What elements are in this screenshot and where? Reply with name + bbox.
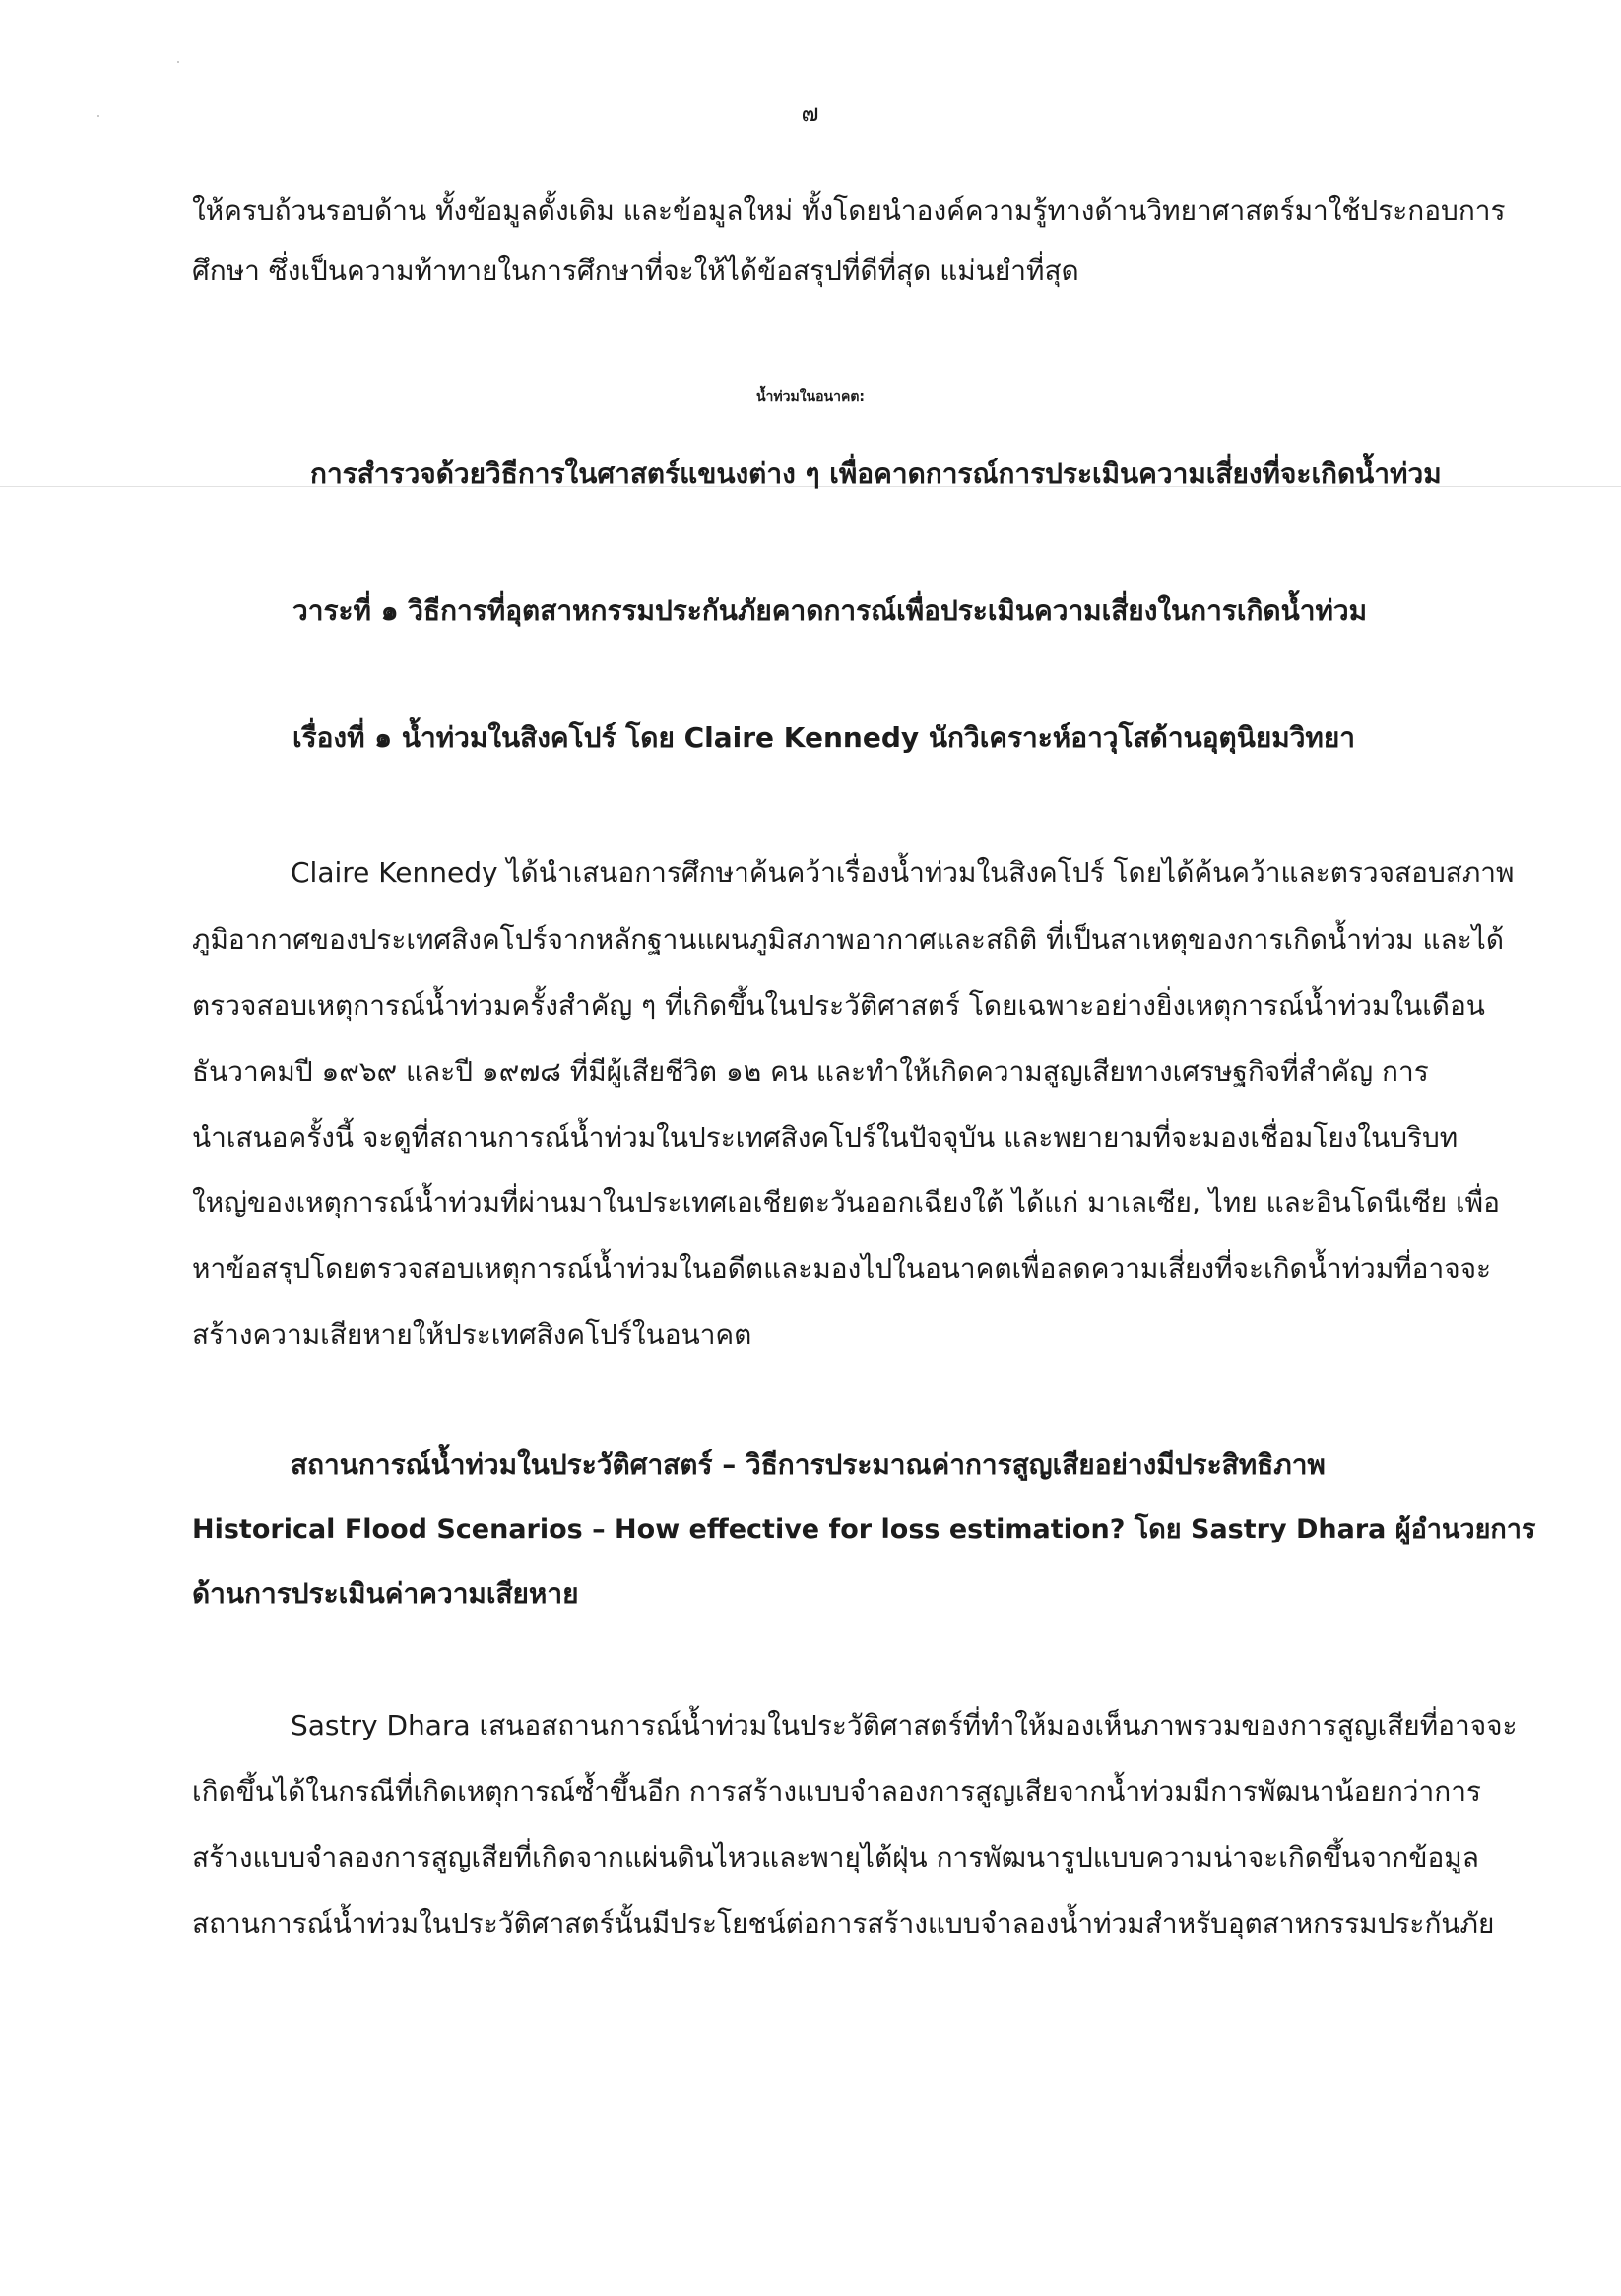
paragraph-line: ศึกษา ซึ่งเป็นความท้าทายในการศึกษาที่จะให้ได้ข้อสรุปที่ดีที่สุด แม่นยำที่สุด	[192, 254, 1079, 287]
page-number: ๗	[801, 99, 820, 127]
main-title-line-2: การสำรวจด้วยวิธีการในศาสตร์แขนงต่าง ๆ เพื่อคาดการณ์การประเมินความเสี่ยงที่จะเกิดน้ำท่วม	[310, 457, 1442, 490]
paragraph-line: สถานการณ์น้ำท่วมในประวัติศาสตร์นั้นมีประโยชน์ต่อการสร้างแบบจำลองน้ำท่วมสำหรับอุตสาหกรรมประกันภัย	[192, 1907, 1495, 1939]
paragraph-line: นำเสนอครั้งนี้ จะดูที่สถานการณ์น้ำท่วมในประเทศสิงคโปร์ในปัจจุบัน และพยายามที่จะมองเชื่อมโยงในบริบท	[192, 1121, 1459, 1153]
paragraph-line: ให้ครบถ้วนรอบด้าน ทั้งข้อมูลดั้งเดิม และข้อมูลใหม่ ทั้งโดยนำองค์ความรู้ทางด้านวิทยาศาสตร์มาใช้ประกอบการ	[192, 194, 1506, 227]
paragraph-line: หาข้อสรุปโดยตรวจสอบเหตุการณ์น้ำท่วมในอดีตและมองไปในอนาคตเพื่อลดความเสี่ยงที่จะเกิดน้ำท่วมที่อาจจะ	[192, 1252, 1492, 1284]
paragraph-line: ธันวาคมปี ๑๙๖๙ และปี ๑๙๗๘ ที่มีผู้เสียชีวิต ๑๒ คน และทำให้เกิดความสูญเสียทางเศรษฐกิจที่สำคัญ การ	[192, 1055, 1429, 1087]
paragraph-line: Sastry Dhara เสนอสถานการณ์น้ำท่วมในประวัติศาสตร์ที่ทำให้มองเห็นภาพรวมของการสูญเสียที่อาจจะ	[291, 1709, 1518, 1741]
topic2-heading-line: สถานการณ์น้ำท่วมในประวัติศาสตร์ – วิธีการประมาณค่าการสูญเสียอย่างมีประสิทธิภาพ	[291, 1448, 1326, 1480]
session-heading: วาระที่ ๑ วิธีการที่อุตสาหกรรมประกันภัยคาดการณ์เพื่อประเมินความเสี่ยงในการเกิดน้ำท่วม	[292, 594, 1368, 626]
paragraph-line: Claire Kennedy ได้นำเสนอการศึกษาค้นคว้าเรื่องน้ำท่วมในสิงคโปร์ โดยได้ค้นคว้าและตรวจสอบสภาพ	[291, 856, 1515, 888]
paragraph-line: ใหญ่ของเหตุการณ์น้ำท่วมที่ผ่านมาในประเทศเอเชียตะวันออกเฉียงใต้ ได้แก่ มาเลเซีย, ไทย และอินโดนีเซีย เพื่อ	[192, 1186, 1500, 1218]
paragraph-line: เกิดขึ้นได้ในกรณีที่เกิดเหตุการณ์ซ้ำขึ้นอีก การสร้างแบบจำลองการสูญเสียจากน้ำท่วมมีการพัฒนาน้อยกว่าการ	[192, 1775, 1481, 1807]
paragraph-line: สร้างความเสียหายให้ประเทศสิงคโปร์ในอนาคต	[192, 1318, 752, 1350]
topic2-heading-line: ด้านการประเมินค่าความเสียหาย	[192, 1577, 579, 1609]
paragraph-line: ตรวจสอบเหตุการณ์น้ำท่วมครั้งสำคัญ ๆ ที่เกิดขึ้นในประวัติศาสตร์ โดยเฉพาะอย่างยิ่งเหตุการณ์น้ำท่วมในเดือน	[192, 989, 1485, 1021]
paragraph-line: สร้างแบบจำลองการสูญเสียที่เกิดจากแผ่นดินไหวและพายุไต้ฝุ่น การพัฒนารูปแบบความน่าจะเกิดขึ้นจากข้อมูล	[192, 1841, 1479, 1873]
paragraph-line: ภูมิอากาศของประเทศสิงคโปร์จากหลักฐานแผนภูมิสภาพอากาศและสถิติ ที่เป็นสาเหตุของการเกิดน้ำท่วม และได้	[192, 923, 1505, 955]
main-title-line-1: น้ำท่วมในอนาคต:	[755, 389, 866, 405]
topic2-heading-line: Historical Flood Scenarios – How effective for loss estimation? โดย Sastry Dhara ผู้อำนวยการ	[192, 1514, 1536, 1544]
scan-speck	[177, 61, 179, 63]
topic-heading: เรื่องที่ ๑ น้ำท่วมในสิงคโปร์ โดย Claire Kennedy นักวิเคราะห์อาวุโสด้านอุตุนิยมวิทยา	[292, 721, 1356, 754]
